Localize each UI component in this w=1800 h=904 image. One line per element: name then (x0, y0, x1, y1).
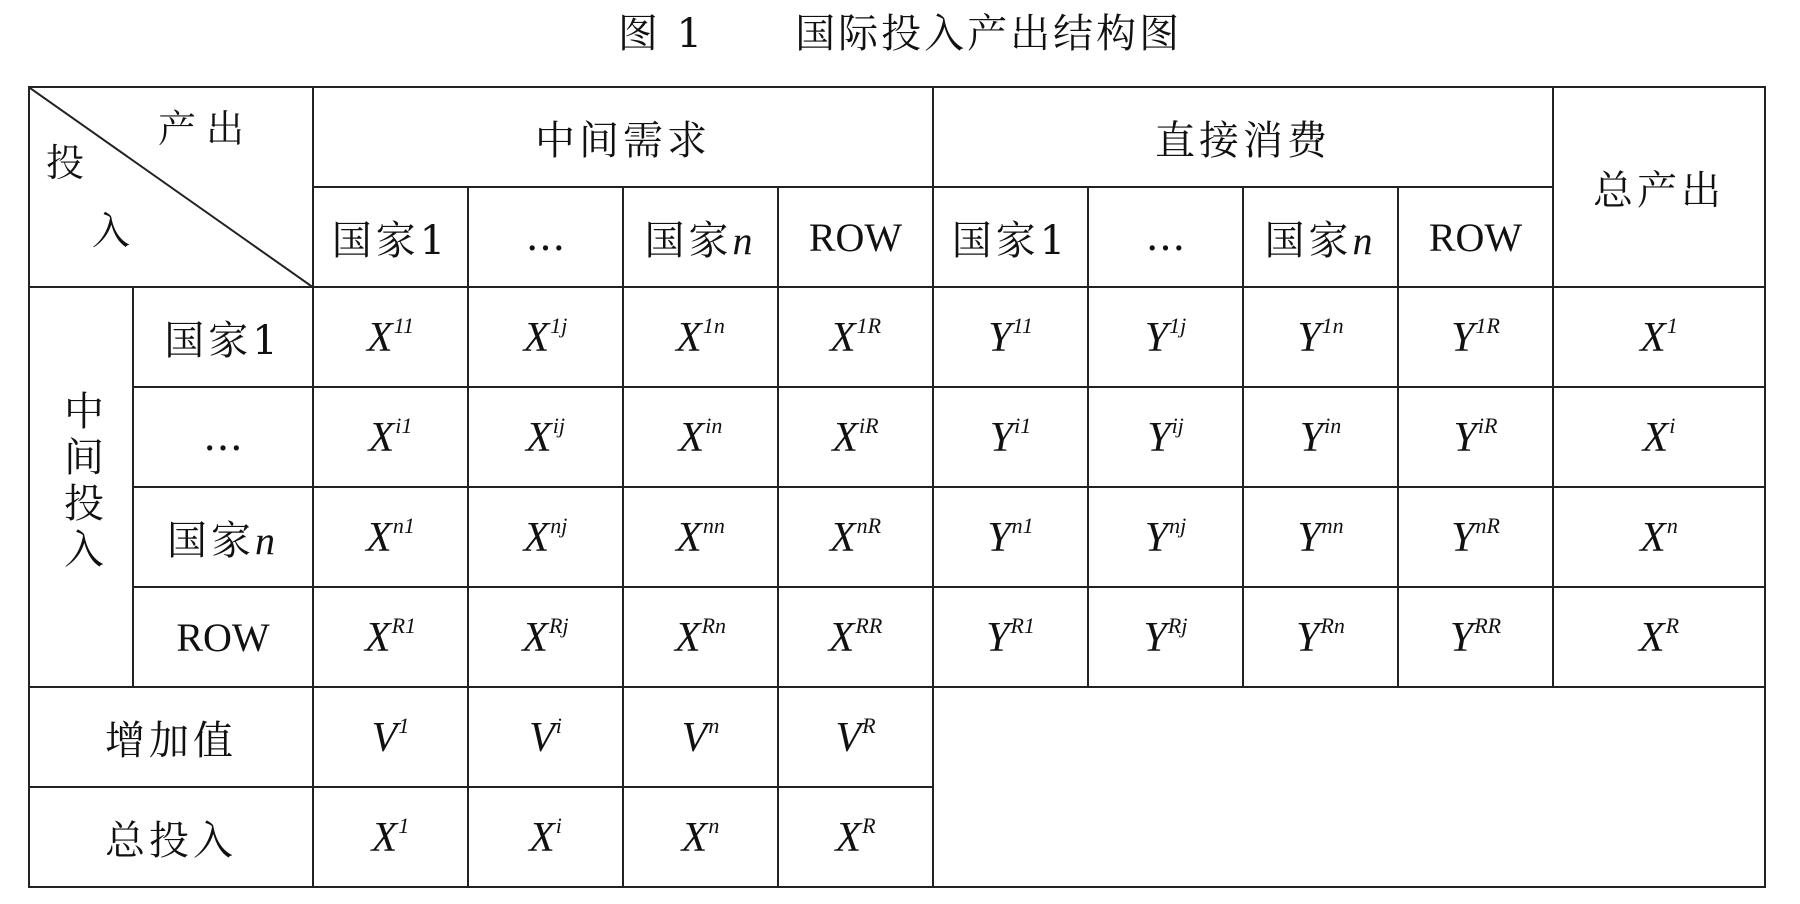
figure-number: 图 1 (617, 11, 706, 57)
table-row (29, 587, 1765, 687)
col-header-country1: 国家1 (313, 187, 468, 287)
cell-x-i-r: $X^{iR}$ (778, 387, 933, 487)
cell-total-output-i: $X^i$ (1553, 387, 1765, 487)
cell-total-input-i: $X^i$ (468, 787, 623, 887)
col-header-country-n: 国家n (1243, 187, 1398, 287)
cell-x-r-n: $X^{Rn}$ (623, 587, 778, 687)
cell-value-added-i: $V^i$ (468, 687, 623, 787)
cell-x-1-n: $X^{1n}$ (623, 287, 778, 387)
header-total-output: 总产出 (1553, 87, 1765, 287)
col-header-country1: 国家1 (933, 187, 1088, 287)
corner-input-char-2: 入 (92, 209, 131, 253)
cell-y-n-j: $Y^{nj}$ (1088, 487, 1243, 587)
io-table-frame (28, 86, 1764, 890)
col-header-row: ROW (778, 187, 933, 287)
cell-value-added-r: $V^R$ (778, 687, 933, 787)
cell-total-input-r: $X^R$ (778, 787, 933, 887)
cell-y-1-n: $Y^{1n}$ (1243, 287, 1398, 387)
cell-x-n-r: $X^{nR}$ (778, 487, 933, 587)
cell-x-i-j: $X^{ij}$ (468, 387, 623, 487)
input-output-table (28, 86, 1766, 888)
row-label-country-n: 国家n (133, 487, 313, 587)
table-row (29, 387, 1765, 487)
cell-total-input-1: $X^1$ (313, 787, 468, 887)
cell-y-i-j: $Y^{ij}$ (1088, 387, 1243, 487)
cell-y-1-j: $Y^{1j}$ (1088, 287, 1243, 387)
cell-total-output-r: $X^R$ (1553, 587, 1765, 687)
row-label-ellipsis: … (133, 387, 313, 487)
col-header-ellipsis: … (468, 187, 623, 287)
cell-y-1-r: $Y^{1R}$ (1398, 287, 1553, 387)
header-final-consumption: 直接消费 (933, 87, 1553, 187)
cell-y-n-n: $Y^{nn}$ (1243, 487, 1398, 587)
cell-y-r-n: $Y^{Rn}$ (1243, 587, 1398, 687)
corner-header (29, 87, 313, 287)
row-label-country1: 国家1 (133, 287, 313, 387)
row-label-value-added: 增加值 (29, 687, 313, 787)
cell-x-1-r: $X^{1R}$ (778, 287, 933, 387)
cell-y-r-1: $Y^{R1}$ (933, 587, 1088, 687)
cell-total-input-n: $X^n$ (623, 787, 778, 887)
row-label-total-input: 总投入 (29, 787, 313, 887)
table-row (29, 687, 1765, 787)
cell-x-1-1: $X^{11}$ (313, 287, 468, 387)
cell-x-i-1: $X^{i1}$ (313, 387, 468, 487)
cell-total-output-n: $X^n$ (1553, 487, 1765, 587)
cell-y-i-r: $Y^{iR}$ (1398, 387, 1553, 487)
table-row (29, 487, 1765, 587)
corner-output-label: 产出 (158, 107, 255, 151)
empty-region (933, 687, 1765, 887)
cell-x-i-n: $X^{in}$ (623, 387, 778, 487)
cell-x-1-j: $X^{1j}$ (468, 287, 623, 387)
table-row (29, 287, 1765, 387)
cell-x-n-j: $X^{nj}$ (468, 487, 623, 587)
cell-y-r-r: $Y^{RR}$ (1398, 587, 1553, 687)
row-group-intermediate-input: 中间投入 (29, 287, 133, 687)
cell-value-added-n: $V^n$ (623, 687, 778, 787)
cell-x-r-j: $X^{Rj}$ (468, 587, 623, 687)
cell-y-n-1: $Y^{n1}$ (933, 487, 1088, 587)
figure-caption: 国际投入产出结构图 (795, 11, 1183, 57)
row-label-row: ROW (133, 587, 313, 687)
cell-x-r-1: $X^{R1}$ (313, 587, 468, 687)
cell-y-r-j: $Y^{Rj}$ (1088, 587, 1243, 687)
col-header-row: ROW (1398, 187, 1553, 287)
cell-y-i-n: $Y^{in}$ (1243, 387, 1398, 487)
corner-input-char-1: 投 (46, 141, 85, 185)
figure-title (0, 4, 1800, 64)
cell-value-added-1: $V^1$ (313, 687, 468, 787)
cell-x-r-r: $X^{RR}$ (778, 587, 933, 687)
col-header-ellipsis: … (1088, 187, 1243, 287)
header-intermediate-demand: 中间需求 (313, 87, 933, 187)
cell-x-n-n: $X^{nn}$ (623, 487, 778, 587)
cell-y-i-1: $Y^{i1}$ (933, 387, 1088, 487)
cell-x-n-1: $X^{n1}$ (313, 487, 468, 587)
cell-y-n-r: $Y^{nR}$ (1398, 487, 1553, 587)
cell-y-1-1: $Y^{11}$ (933, 287, 1088, 387)
col-header-country-n: 国家n (623, 187, 778, 287)
cell-total-output-1: $X^1$ (1553, 287, 1765, 387)
